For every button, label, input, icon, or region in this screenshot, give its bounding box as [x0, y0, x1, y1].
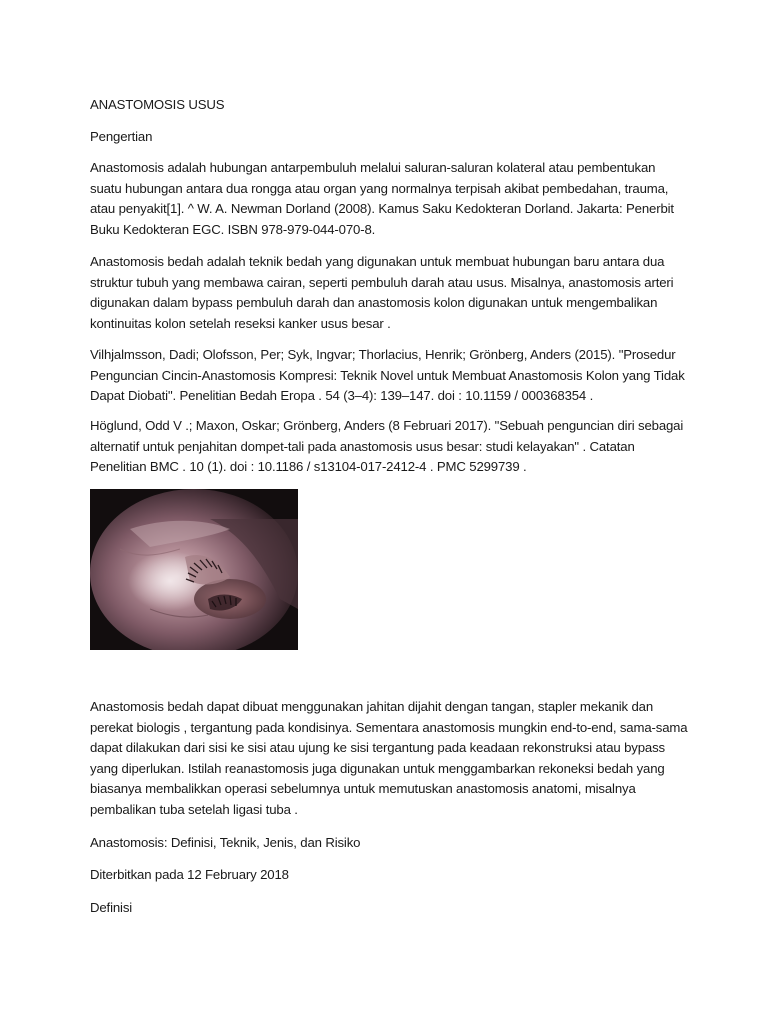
reference-vilhjalmsson: Vilhjalmsson, Dadi; Olofsson, Per; Syk, Ingvar; Thorlacius, Henrik; Grönberg, Anders (2015). "Prosedur Penguncian Cincin-Anastomosis Kompresi: Teknik Novel untuk Membuat Anastomosis Kolon yang Tidak Dapat Diobati". Penelitian Bedah Eropa . 54 (3–4): 139–147. doi : 10.1159 / 000368354 . — [90, 347, 685, 403]
published-date: Diterbitkan pada 12 February 2018 — [90, 867, 289, 882]
heading-pengertian: Pengertian — [90, 129, 153, 144]
paragraph-techniques: Anastomosis bedah dapat dibuat menggunakan jahitan dijahit dengan tangan, stapler mekanik dan perekat biologis , tergantung pada kondisinya. Sementara anastomosis mungkin end-to-end, sama-sama dapat dilakukan dari sisi ke sisi atau ujung ke sisi tergantung pada keadaan rekonstruksi atau bypass yang diperlukan. Istilah reanastomosis juga digunakan untuk menggambarkan rekoneksi bedah yang biasanya membalikkan operasi sebelumnya untuk memutuskan anastomosis anatomi, misalnya pembalikan tuba setelah ligasi tuba . — [90, 699, 688, 817]
document-title: ANASTOMOSIS USUS — [90, 97, 225, 112]
paragraph-surgical-anastomosis: Anastomosis bedah adalah teknik bedah yang digunakan untuk membuat hubungan baru antara dua struktur tubuh yang membawa cairan, seperti pembuluh darah atau usus. Misalnya, anastomosis arteri digunakan dalam bypass pembuluh darah dan anastomosis kolon digunakan untuk mengembalikan kontinuitas kolon setelah reseksi kanker usus besar . — [90, 254, 674, 331]
heading-definisi-teknik-jenis-risiko: Anastomosis: Definisi, Teknik, Jenis, dan Risiko — [90, 835, 361, 850]
reference-hoglund: Höglund, Odd V .; Maxon, Oskar; Grönberg, Anders (8 Februari 2017). "Sebuah penguncian diri sebagai alternatif untuk penjahitan dompet-tali pada anastomosis usus besar: studi kelayakan" . Catatan Penelitian BMC . 10 (1). doi : 10.1186 / s13104-017-2412-4 . PMC 5299739 . — [90, 418, 684, 474]
paragraph-definition: Anastomosis adalah hubungan antarpembuluh melalui saluran-saluran kolateral atau pembentukan suatu hubungan antara dua rongga atau organ yang normalnya terpisah akibat pembedahan, trauma, atau penyakit[1]. ^ W. A. Newman Dorland (2008). Kamus Saku Kedokteran Dorland. Jakarta: Penerbit Buku Kedokteran EGC. ISBN 978-979-044-070-8. — [90, 160, 674, 237]
heading-definisi: Definisi — [90, 900, 133, 915]
endoscopic-anastomosis-photo — [90, 489, 298, 650]
